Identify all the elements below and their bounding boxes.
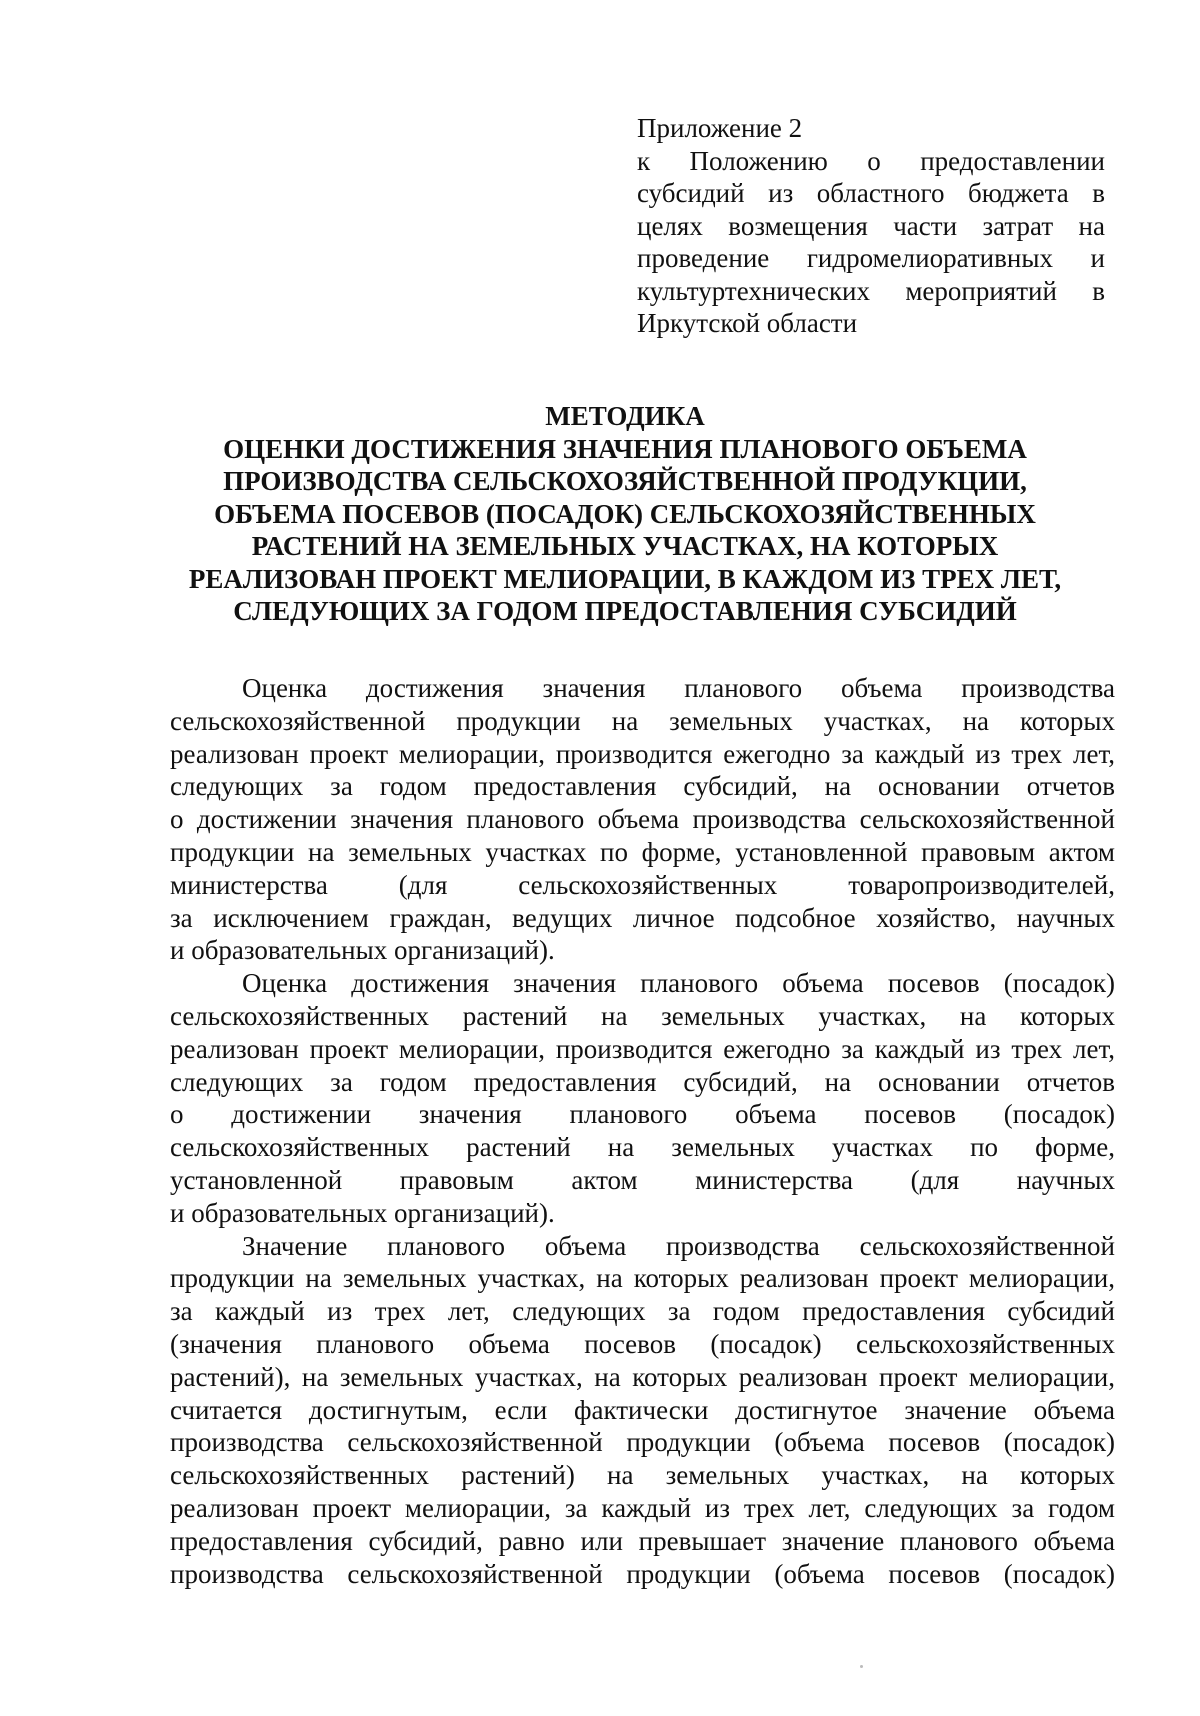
text-line: предоставления субсидий, равно или превышает значение планового объема	[170, 1525, 1115, 1556]
title-line: СЛЕДУЮЩИХ ЗА ГОДОМ ПРЕДОСТАВЛЕНИЯ СУБСИДИЙ	[233, 596, 1017, 626]
text-line: установленной правовым актом министерства (для научных	[170, 1164, 1115, 1195]
appendix-line: целях возмещения части затрат на	[637, 210, 1105, 241]
text-line: Оценка достижения значения планового объема посевов (посадок)	[242, 968, 1115, 999]
text-line: производства сельскохозяйственной продукции (объема посевов (посадок)	[170, 1558, 1115, 1589]
title-line: МЕТОДИКА	[545, 401, 705, 431]
title-line: ОБЪЕМА ПОСЕВОВ (ПОСАДОК) СЕЛЬСКОХОЗЯЙСТВЕННЫХ	[214, 498, 1036, 529]
paragraph-1	[170, 672, 1115, 967]
document-body	[170, 672, 1115, 1590]
text-line: продукции на земельных участках по форме, установленной правовым актом	[170, 836, 1115, 867]
text-line: сельскохозяйственных растений) на земельных участках, на которых	[170, 1460, 1115, 1491]
text-line: производства сельскохозяйственной продукции (объема посевов (посадок)	[170, 1427, 1115, 1458]
text-line: считается достигнутым, если фактически достигнутое значение объема	[170, 1394, 1115, 1425]
text-line: реализован проект мелиорации, производится ежегодно за каждый из трех лет,	[170, 738, 1115, 769]
text-line: Значение планового объема производства сельскохозяйственной	[242, 1230, 1115, 1261]
text-line: растений), на земельных участках, на которых реализован проект мелиорации,	[170, 1361, 1115, 1392]
text-line: (значения планового объема посевов (посадок) сельскохозяйственных	[170, 1328, 1115, 1359]
appendix-line: субсидий из областного бюджета в	[637, 178, 1105, 208]
title-line: РАСТЕНИЙ НА ЗЕМЕЛЬНЫХ УЧАСТКАХ, НА КОТОРЫХ	[251, 531, 999, 561]
scan-speck	[860, 1665, 863, 1668]
title-line: ОЦЕНКИ ДОСТИЖЕНИЯ ЗНАЧЕНИЯ ПЛАНОВОГО ОБЪЕМА	[223, 433, 1027, 464]
text-line: сельскохозяйственной продукции на земельных участках, на которых	[170, 705, 1115, 736]
title-line: ПРОИЗВОДСТВА СЕЛЬСКОХОЗЯЙСТВЕННОЙ ПРОДУКЦИИ,	[223, 466, 1027, 496]
text-line: следующих за годом предоставления субсидий, на основании отчетов	[170, 771, 1115, 802]
text-line: и образовательных организаций).	[170, 1197, 555, 1228]
text-line: Оценка достижения значения планового объема производства	[242, 673, 1115, 703]
text-line: за исключением граждан, ведущих личное подсобное хозяйство, научных	[170, 902, 1115, 933]
text-line: реализован проект мелиорации, производится ежегодно за каждый из трех лет,	[170, 1033, 1115, 1064]
appendix-line: проведение гидромелиоративных и	[637, 243, 1105, 273]
text-line: продукции на земельных участках, на которых реализован проект мелиорации,	[170, 1263, 1115, 1294]
text-line: следующих за годом предоставления субсидий, на основании отчетов	[170, 1066, 1115, 1097]
text-line: за каждый из трех лет, следующих за годом предоставления субсидий	[170, 1296, 1115, 1327]
appendix-reference-block	[637, 112, 1105, 340]
text-line: сельскохозяйственных растений на земельных участках по форме,	[170, 1132, 1115, 1163]
paragraph-2	[170, 967, 1115, 1229]
appendix-line: Иркутской области	[637, 308, 858, 338]
text-line: и образовательных организаций).	[170, 935, 555, 966]
appendix-line: к Положению о предоставлении	[637, 145, 1105, 176]
paragraph-3	[170, 1230, 1115, 1591]
text-line: министерства (для сельскохозяйственных товаропроизводителей,	[170, 869, 1115, 900]
appendix-line: культуртехнических мероприятий в	[637, 275, 1105, 306]
appendix-line: Приложение 2	[637, 113, 803, 143]
document-title	[170, 400, 1080, 628]
text-line: о достижении значения планового объема производства сельскохозяйственной	[170, 804, 1115, 835]
text-line: реализован проект мелиорации, за каждый из трех лет, следующих за годом	[170, 1492, 1115, 1523]
text-line: о достижении значения планового объема посевов (посадок)	[170, 1099, 1115, 1130]
title-line: РЕАЛИЗОВАН ПРОЕКТ МЕЛИОРАЦИИ, В КАЖДОМ ИЗ ТРЕХ ЛЕТ,	[188, 563, 1062, 594]
text-line: сельскохозяйственных растений на земельных участках, на которых	[170, 1000, 1115, 1031]
